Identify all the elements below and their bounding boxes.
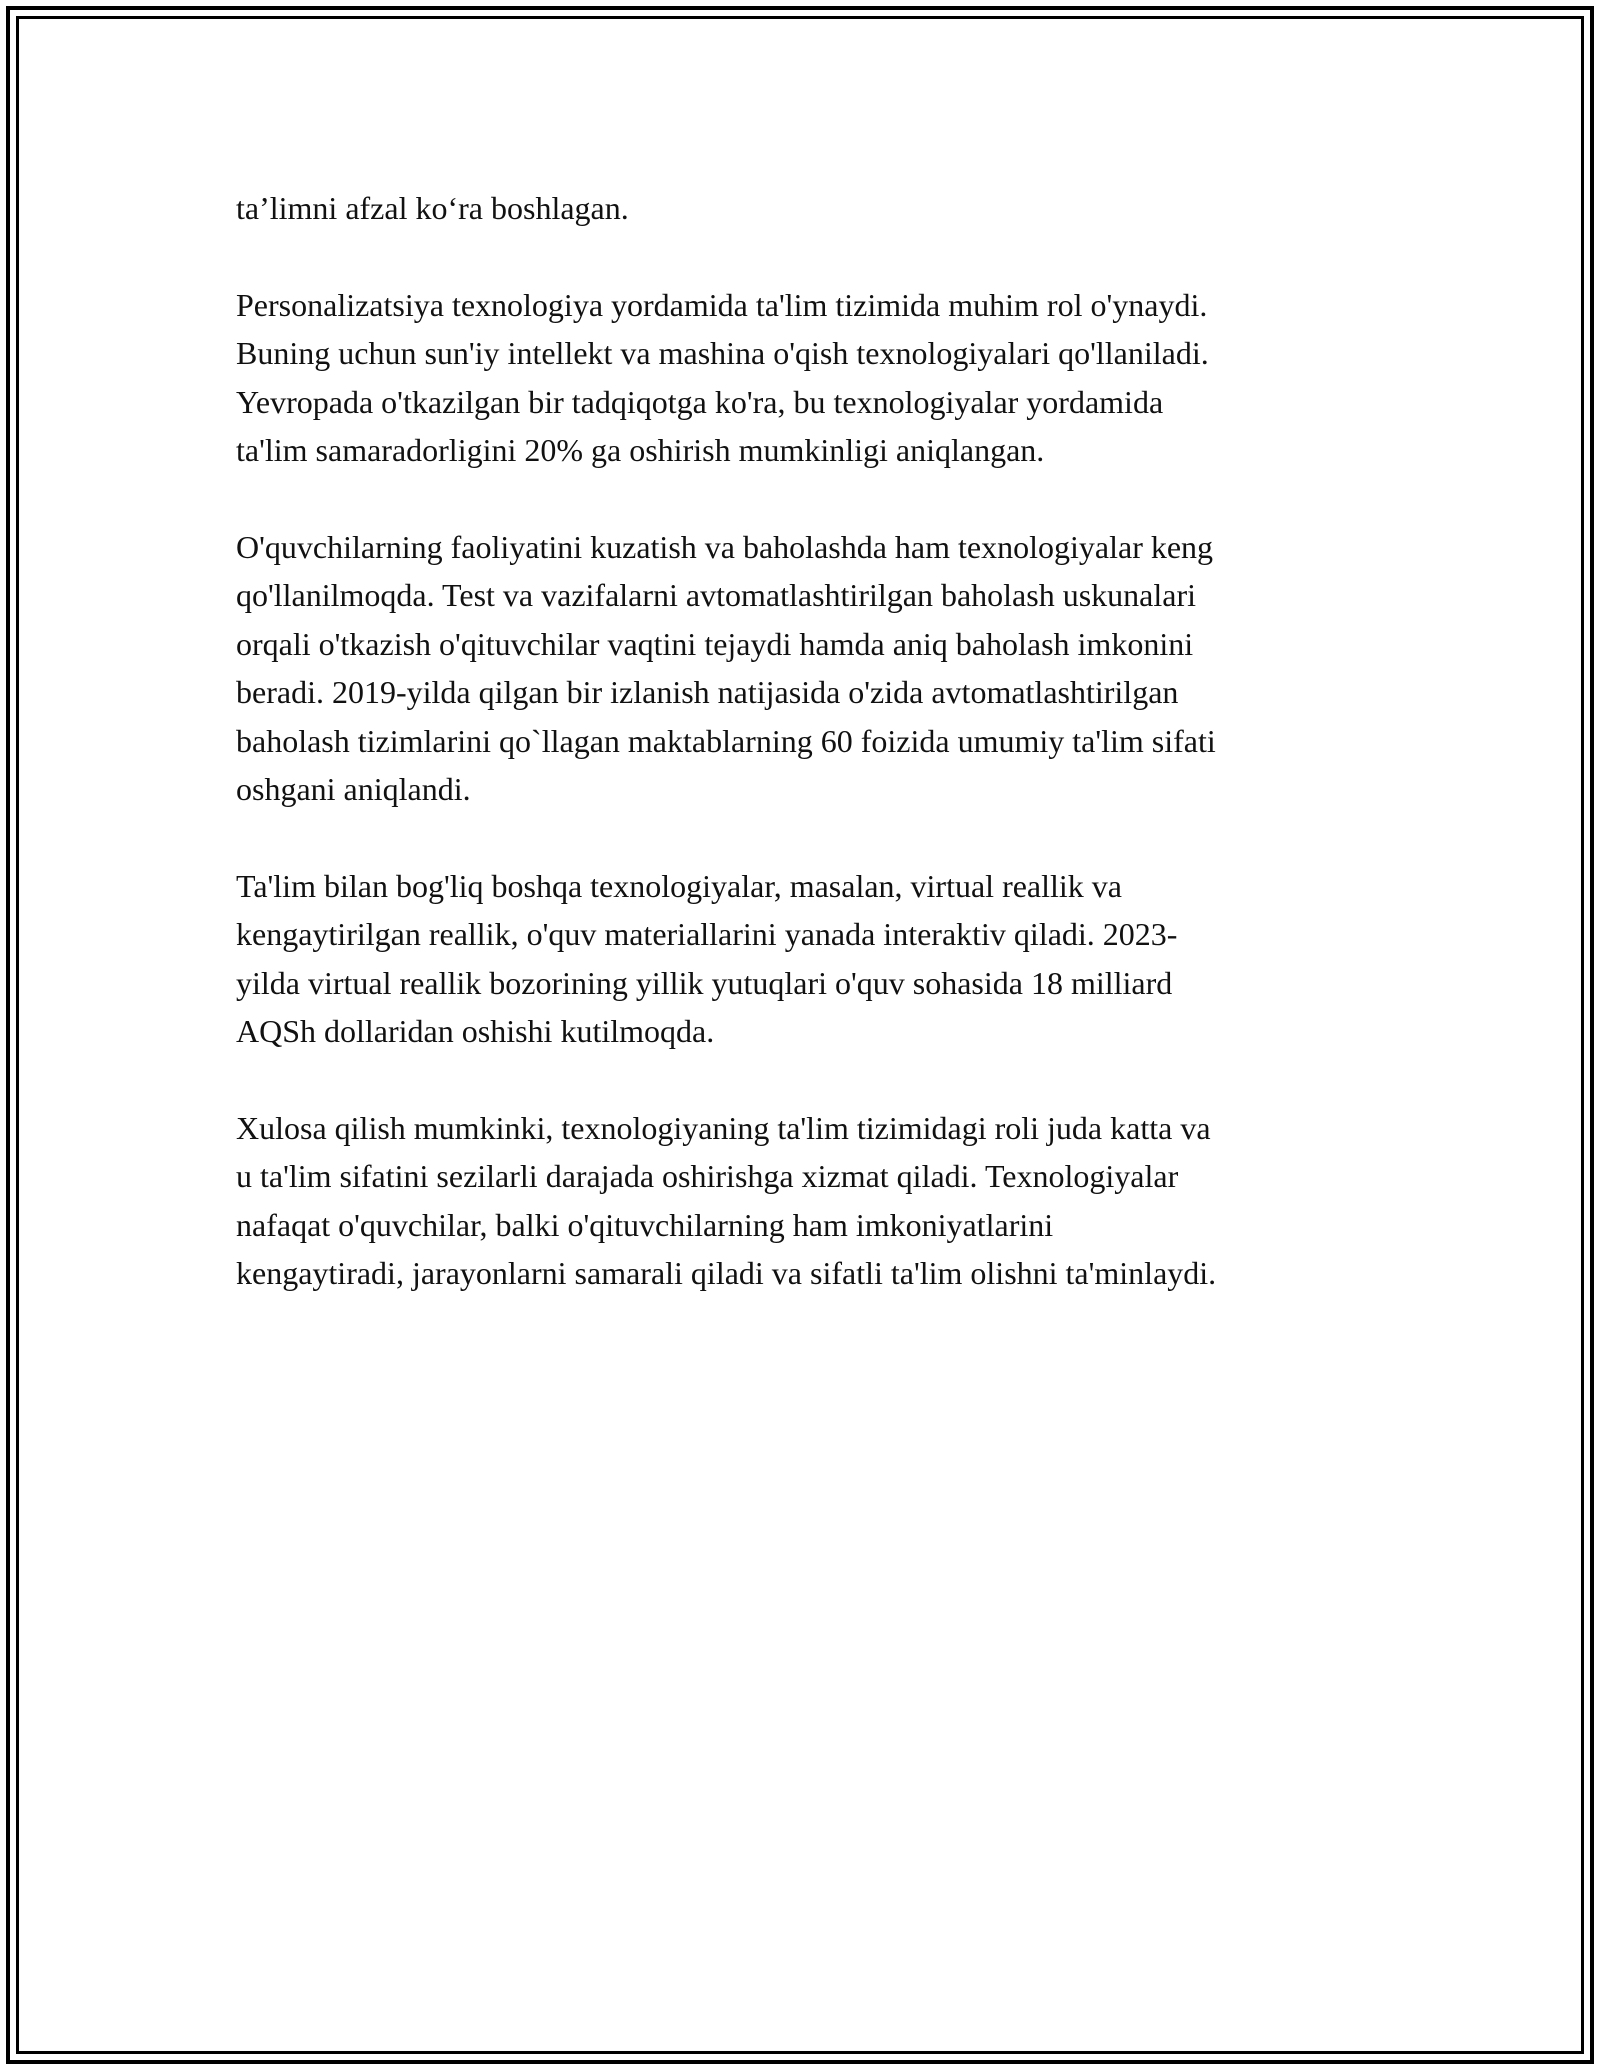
paragraph-conclusion: Xulosa qilish mumkinki, texnologiyaning ta'lim tizimidagi roli juda katta va u ta'lim sifatini sezilarli darajada oshirishga xizmat qiladi. Texnologiyalar nafaqat o'quvchilar, balki o'qituvchilarning ham imkoniyatlarini kengaytiradi, jarayonlarni samarali qiladi va sifatli ta'lim olishni ta'minlaydi.: [236, 1109, 1217, 1291]
paragraph-assessment: O'quvchilarning faoliyatini kuzatish va baholashda ham texnologiyalar keng qo'llanilmoqda. Test va vazifalarni avtomatlashtirilgan baholash uskunalari orqali o'tkazish o'qituvchilar vaqtini tejaydi hamda aniq baholash imkonini beradi. 2019-yilda qilgan bir izlanish natijasida o'zida avtomatlashtirilgan baholash tizimlarini qo`llagan maktablarning 60 foizida umumiy ta'lim sifati oshgani aniqlandi.: [236, 528, 1216, 807]
document-body: [236, 184, 1376, 1346]
paragraph-personalization: Personalizatsiya texnologiya yordamida ta'lim tizimida muhim rol o'ynaydi. Buning uchun sun'iy intellekt va mashina o'qish texnologiyalari qo'llaniladi. Yevropada o'tkazilgan bir tadqiqotga ko'ra, bu texnologiyalar yordamida ta'lim samaradorligini 20% ga oshirish mumkinligi aniqlangan.: [236, 286, 1209, 468]
paragraph-continuation: ta’limni afzal ko‘ra boshlagan.: [236, 190, 629, 226]
paragraph-vr-ar: Ta'lim bilan bog'liq boshqa texnologiyalar, masalan, virtual reallik va kengaytirilgan reallik, o'quv materiallarini yanada interaktiv qiladi. 2023- yilda virtual reallik bozorining yillik yutuqlari o'quv sohasida 18 milliard AQSh dollaridan oshishi kutilmoqda.: [236, 867, 1178, 1049]
